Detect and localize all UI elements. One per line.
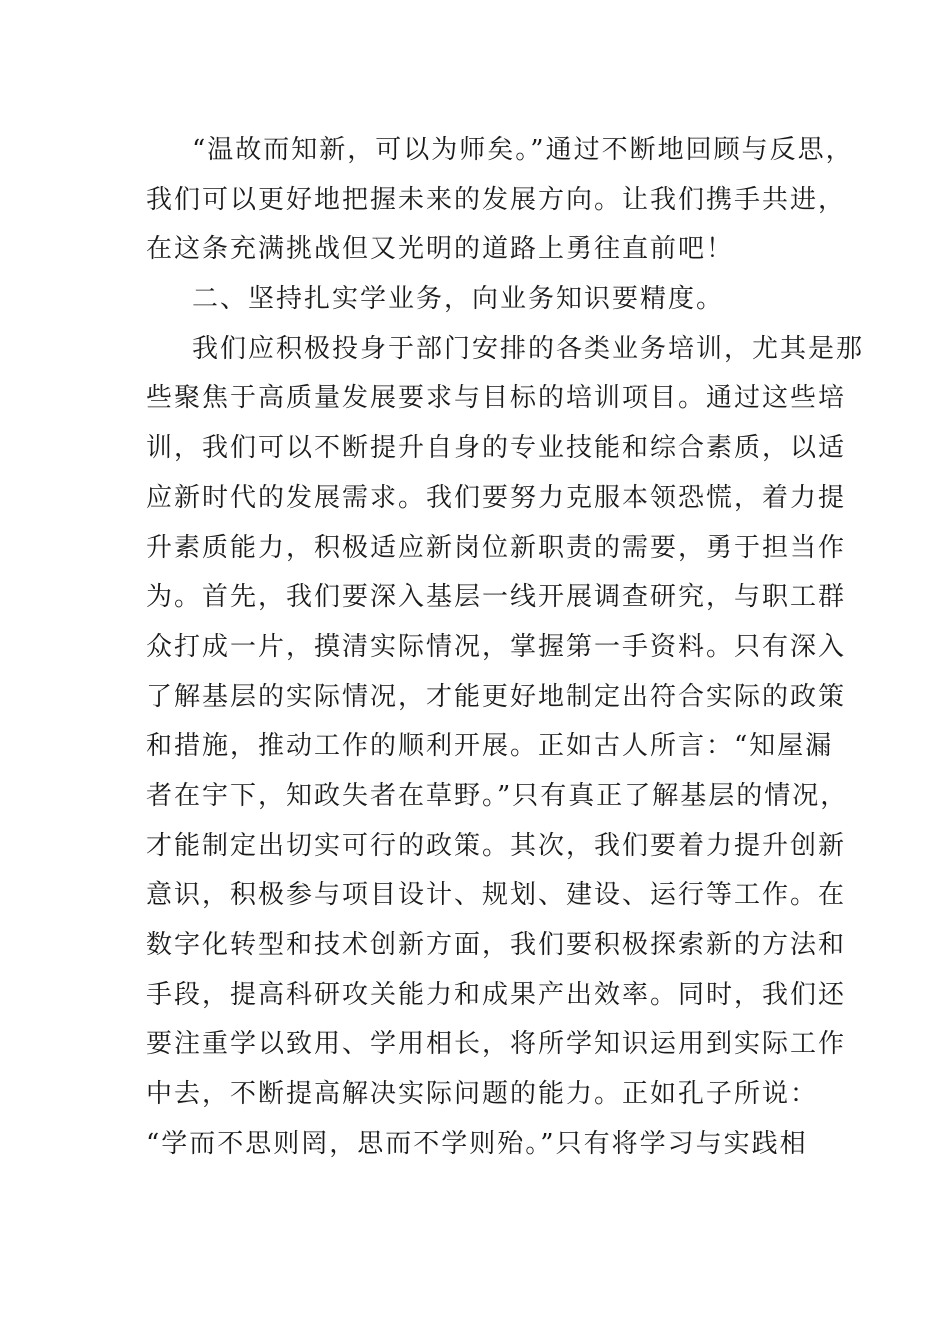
text-line: 者在宇下，知政失者在草野。”只有真正了解基层的情况，	[146, 780, 849, 811]
document-body	[146, 126, 865, 1169]
text-line: 数字化转型和技术创新方面，我们要积极探索新的方法和	[146, 930, 847, 960]
text-line: 要注重学以致用、学用相长，将所学知识运用到实际工作	[146, 1029, 847, 1060]
text-line: 才能制定出切实可行的政策。其次，我们要着力提升创新	[146, 830, 847, 861]
text-line: 手段，提高科研攻关能力和成果产出效率。同时，我们还	[146, 979, 847, 1010]
text-line: 应新时代的发展需求。我们要努力克服本领恐慌，着力提	[146, 482, 847, 513]
section-heading	[146, 275, 826, 325]
text-line: 些聚焦于高质量发展要求与目标的培训项目。通过这些培	[146, 383, 847, 414]
paragraph-business-training	[146, 325, 865, 1170]
text-line: 我们应积极投身于部门安排的各类业务培训，尤其是那	[192, 333, 865, 364]
text-line: 了解基层的实际情况，才能更好地制定出符合实际的政策	[146, 681, 847, 712]
text-line: 为。首先，我们要深入基层一线开展调查研究，与职工群	[146, 582, 847, 613]
text-line: 我们可以更好地把握未来的发展方向。让我们携手共进，	[146, 184, 847, 215]
text-line: 众打成一片，摸清实际情况，掌握第一手资料。只有深入	[146, 631, 847, 662]
text-line: 意识，积极参与项目设计、规划、建设、运行等工作。在	[146, 880, 847, 911]
text-line: 训，我们可以不断提升自身的专业技能和综合素质，以适	[146, 433, 847, 464]
text-line: 升素质能力，积极适应新岗位新职责的需要，勇于担当作	[146, 532, 847, 563]
text-line: “学而不思则罔，思而不学则殆。”只有将学习与实践相	[146, 1128, 808, 1159]
text-line: 中去，不断提高解决实际问题的能力。正如孔子所说：	[146, 1079, 819, 1110]
text-line: “温故而知新，可以为师矣。”通过不断地回顾与反思，	[192, 135, 854, 165]
text-line: 和措施，推动工作的顺利开展。正如古人所言：“知屋漏	[146, 731, 834, 762]
heading-line: 二、坚持扎实学业务，向业务知识要精度。	[192, 284, 725, 315]
paragraph-quote-reflection	[146, 126, 854, 275]
text-line: 在这条充满挑战但又光明的道路上勇往直前吧！	[146, 234, 735, 265]
